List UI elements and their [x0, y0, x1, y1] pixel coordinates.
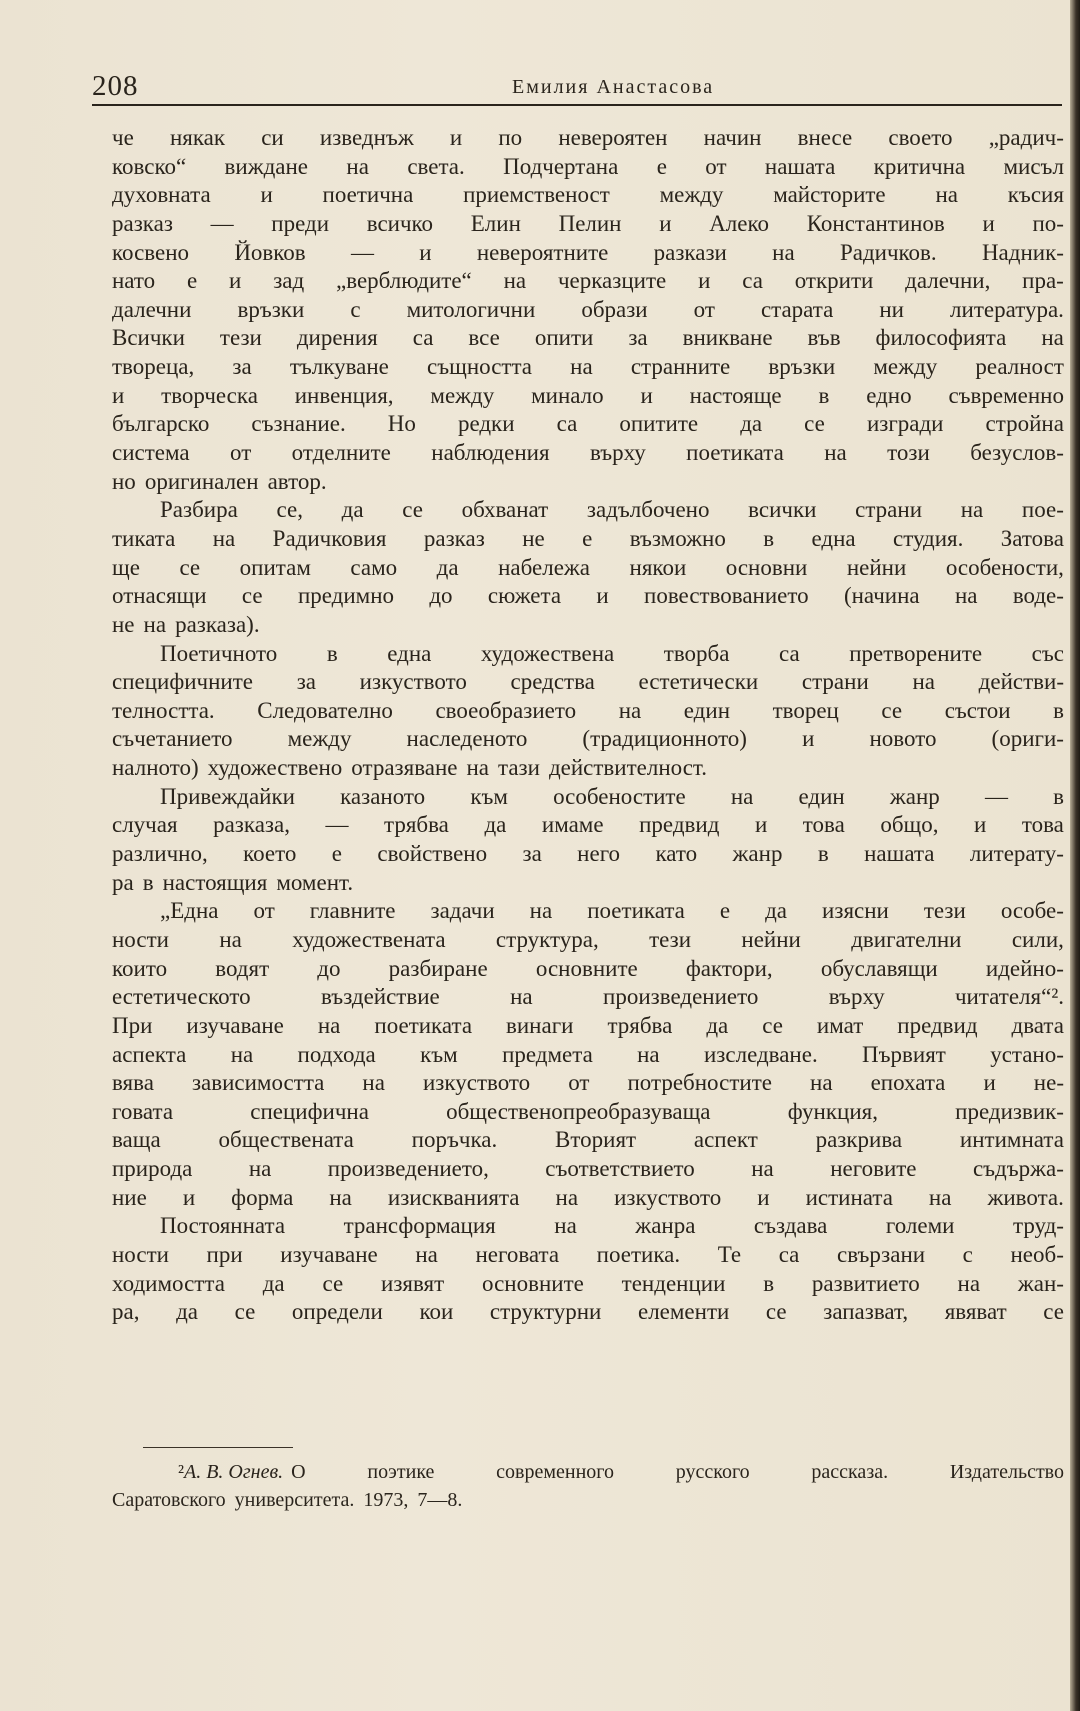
- header-rule: [92, 104, 1062, 106]
- text-line: случая разказа, — трябва да имаме предвид и това общо, и това: [112, 812, 1064, 838]
- text-line: далечни връзки с митологични образи от старата ни литература.: [112, 296, 1064, 322]
- text-line: твореца, за тълкуване същността на странните връзки между реалност: [112, 354, 1064, 380]
- text-line: но оригинален автор.: [112, 468, 327, 494]
- text-line: система от отделните наблюдения върху поетиката на този безуслов-: [112, 440, 1064, 466]
- footnote-author: А. В. Огнев.: [184, 1461, 284, 1483]
- text-line: духовната и поетична приемственост между майсторите на късия: [112, 182, 1064, 208]
- text-line: нато е и зад „верблюдите“ на черказците и са открити далечни, пра-: [112, 268, 1064, 294]
- text-line: Всички тези дирения са все опити за вникване във философията на: [112, 325, 1064, 351]
- text-line: че някак си изведнъж и по невероятен начин внесе своето „радич-: [112, 125, 1064, 150]
- text-line: ходимостта да се изявят основните тенденции в развитието на жан-: [112, 1270, 1064, 1296]
- text-line: Поетичното в една художествена творба са претворените със: [160, 640, 1064, 666]
- text-line: специфичните за изкуството средства естетически страни на действи-: [112, 669, 1064, 695]
- text-line: българско съзнание. Но редки са опитите да се изгради стройна: [112, 411, 1064, 437]
- body-text: [112, 124, 1064, 1327]
- text-line: съчетанието между наследеното (традиционното) и новото (ориги-: [112, 726, 1064, 752]
- text-line: тиката на Радичковия разказ не е възможно в една студия. Затова: [112, 525, 1064, 551]
- text-line: ра, да се определи кои структурни елементи се запазват, явяват се: [112, 1299, 1064, 1325]
- text-line: природа на произведението, съответствието на неговите съдържа-: [112, 1156, 1064, 1182]
- page-edge-shadow: [1070, 0, 1080, 1711]
- footnote-line: [112, 1458, 1064, 1486]
- text-line: аспекта на подхода към предмета на изследване. Първият устано-: [112, 1041, 1064, 1067]
- page-number: 208: [92, 70, 139, 102]
- text-line: и творческа инвенция, между минало и настояще в едно съвременно: [112, 382, 1064, 408]
- text-line: вява зависимостта на изкуството от потребностите на епохата и не-: [112, 1070, 1064, 1096]
- text-line: телността. Следователно своеобразието на един творец се състои в: [112, 697, 1064, 723]
- text-line: естетическото въздействие на произведението върху читателя“².: [112, 984, 1064, 1010]
- text-line: говата специфична общественопреобразуваща функция, предизвик-: [112, 1098, 1064, 1124]
- text-line: разказ — преди всичко Елин Пелин и Алеко Константинов и по-: [112, 210, 1064, 236]
- footnote-continuation: Саратовского университета. 1973, 7—8.: [112, 1489, 463, 1511]
- footnote-text: О поэтике современного русского рассказа. Издательство: [291, 1461, 1064, 1483]
- text-line: различно, което е свойствено за него като жанр в нашата литерату-: [112, 841, 1064, 867]
- text-line: „Една от главните задачи на поетиката е да изясни тези особе-: [160, 898, 1064, 924]
- text-line: ще се опитам само да набележа някои основни нейни особености,: [112, 554, 1064, 580]
- text-line: които водят до разбиране основните фактори, обуславящи идейно-: [112, 955, 1064, 981]
- running-head: Емилия Анастасова: [512, 76, 715, 98]
- footnote-marker: ²: [178, 1461, 184, 1483]
- footnote-rule: [143, 1447, 293, 1448]
- text-line: Постоянната трансформация на жанра създава големи труд-: [160, 1213, 1064, 1239]
- text-line: отнасящи се предимно до сюжета и повествованието (начина на воде-: [112, 583, 1064, 609]
- text-line: ности при изучаване на неговата поетика. Те са свързани с необ-: [112, 1241, 1064, 1267]
- text-line: косвено Йовков — и невероятните разкази на Радичков. Надник-: [112, 239, 1064, 265]
- text-line: При изучаване на поетиката винаги трябва да се имат предвид двата: [112, 1012, 1064, 1038]
- footnotes: [112, 1458, 1064, 1514]
- text-line: налното) художествено отразяване на тази действителност.: [112, 755, 707, 781]
- text-line: не на разказа).: [112, 611, 260, 637]
- text-line: ра в настоящия момент.: [112, 869, 354, 895]
- text-line: ности на художествената структура, тези нейни двигателни сили,: [112, 926, 1064, 952]
- text-line: ние и форма на изискванията на изкуството и истината на живота.: [112, 1184, 1064, 1210]
- text-line: ковско“ виждане на света. Подчертана е от нашата критична мисъл: [112, 153, 1064, 179]
- text-line: ваща обществената поръчка. Вторият аспект разкрива интимната: [112, 1127, 1064, 1153]
- text-line: Привеждайки казаното към особеностите на един жанр — в: [160, 783, 1064, 809]
- text-line: Разбира се, да се обхванат задълбочено всички страни на пое-: [160, 497, 1064, 523]
